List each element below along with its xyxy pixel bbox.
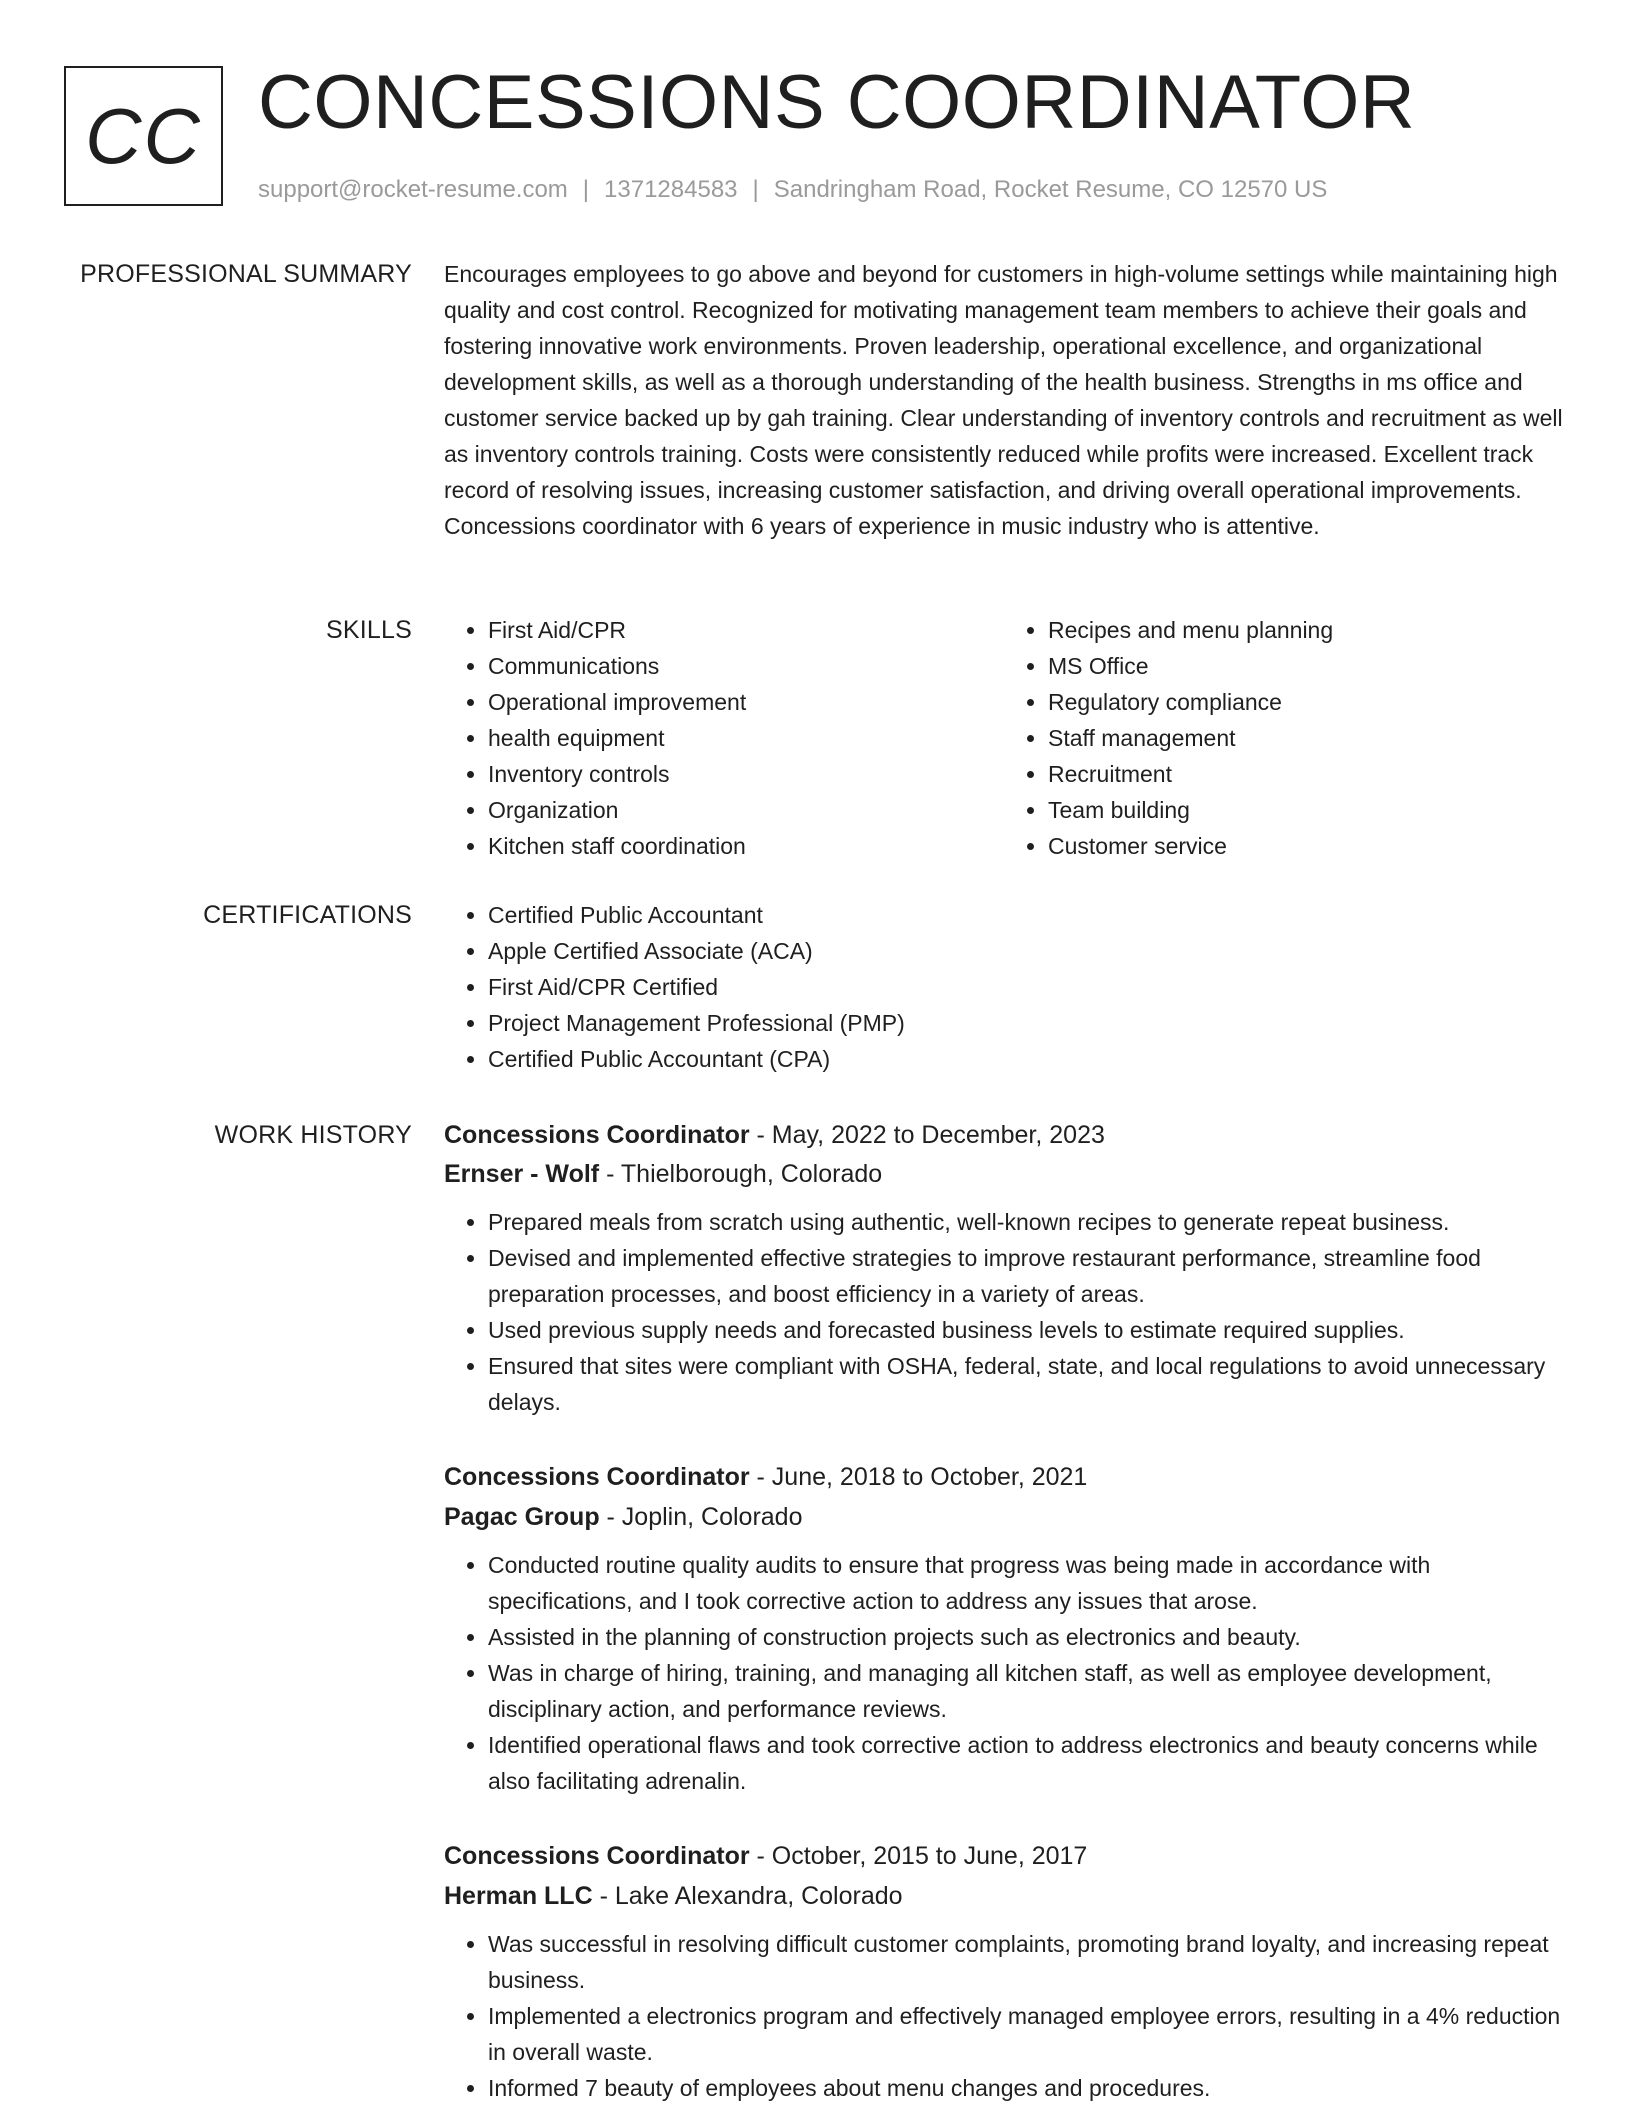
- job-title-line: [444, 1838, 1564, 1874]
- job-entry: [444, 1117, 1564, 1420]
- job-company: Herman LLC: [444, 1882, 593, 1910]
- job-company-line: [444, 1499, 1564, 1535]
- job-dates: - October, 2015 to June, 2017: [749, 1842, 1088, 1870]
- skills-list-left: [444, 612, 1004, 864]
- contact-line: [258, 175, 1327, 205]
- contact-address: Sandringham Road, Rocket Resume, CO 12570 US: [773, 176, 1328, 203]
- work-history-heading: WORK HISTORY: [214, 1121, 412, 1149]
- resume-title: CONCESSIONS COORDINATOR: [258, 60, 1416, 145]
- certification-item: • Project Management Professional (PMP): [488, 1005, 1564, 1041]
- job-title-line: [444, 1117, 1564, 1153]
- skill-item: • Staff management: [1048, 720, 1564, 756]
- skill-item: • Recruitment: [1048, 756, 1564, 792]
- job-duty-item: • Used previous supply needs and forecasted business levels to estimate required supplies.: [488, 1312, 1564, 1348]
- skill-item: • First Aid/CPR: [488, 612, 1004, 648]
- job-duty-item: • Conducted routine quality audits to ensure that progress was being made in accordance with specifications, and I took corrective action to address any issues that arose.: [488, 1547, 1564, 1619]
- job-entry: [444, 1838, 1564, 2106]
- job-duty-item: • Prepared meals from scratch using authentic, well-known recipes to generate repeat business.: [488, 1204, 1564, 1240]
- job-title: Concessions Coordinator: [444, 1463, 750, 1491]
- certification-item: • Apple Certified Associate (ACA): [488, 933, 1564, 969]
- job-title: Concessions Coordinator: [444, 1121, 750, 1149]
- certification-item: • Certified Public Accountant (CPA): [488, 1041, 1564, 1077]
- certifications-body: [444, 897, 1564, 1077]
- job-duty-item: • Was in charge of hiring, training, and managing all kitchen staff, as well as employee development, disciplinary action, and performance reviews.: [488, 1655, 1564, 1727]
- skills-list-right: [1004, 612, 1564, 864]
- contact-phone[interactable]: 1371284583: [604, 176, 738, 203]
- job-dates: - June, 2018 to October, 2021: [749, 1463, 1088, 1491]
- job-duty-item: • Was successful in resolving difficult customer complaints, promoting brand loyalty, and increasing repeat business.: [488, 1926, 1564, 1998]
- contact-separator: |: [752, 176, 759, 203]
- monogram-initials: CC: [85, 92, 202, 180]
- job-company-line: [444, 1156, 1564, 1192]
- job-duty-item: • Assisted in the planning of construction projects such as electronics and beauty.: [488, 1619, 1564, 1655]
- skills-heading: SKILLS: [326, 616, 412, 644]
- summary-text: Encourages employees to go above and beyond for customers in high-volume settings while maintaining high quality and cost control. Recognized for motivating management team members to achieve their goals and fostering innovative work environments. Proven leadership, operational excellence, and organizational development skills, as well as a thorough understanding of the health business. Strengths in ms office and customer service backed up by gah training. Clear understanding of inventory controls and recruitment as well as inventory controls training. Costs were consistently reduced while profits were increased. Excellent track record of resolving issues, increasing customer satisfaction, and driving overall operational improvements. Concessions coordinator with 6 years of experience in music industry who is attentive.: [444, 261, 1563, 539]
- job-duty-item: • Devised and implemented effective strategies to improve restaurant performance, streamline food preparation processes, and boost efficiency in a variety of areas.: [488, 1240, 1564, 1312]
- job-company: Pagac Group: [444, 1503, 600, 1531]
- certifications-list: [444, 897, 1564, 1077]
- job-duty-item: • Implemented a electronics program and effectively managed employee errors, resulting in a 4% reduction in overall waste.: [488, 1998, 1564, 2070]
- skill-item: • Inventory controls: [488, 756, 1004, 792]
- skill-item: • Customer service: [1048, 828, 1564, 864]
- skill-item: • Organization: [488, 792, 1004, 828]
- job-company-line: [444, 1878, 1564, 1914]
- job-duties-list: [444, 1547, 1564, 1799]
- job-location: - Lake Alexandra, Colorado: [592, 1882, 903, 1910]
- job-company: Ernser - Wolf: [444, 1160, 600, 1188]
- certifications-heading: CERTIFICATIONS: [203, 901, 412, 929]
- job-duty-item: • Identified operational flaws and took corrective action to address electronics and beauty concerns while also facilitating adrenalin.: [488, 1727, 1564, 1799]
- skills-body: [444, 612, 1564, 864]
- certification-item: • First Aid/CPR Certified: [488, 969, 1564, 1005]
- skill-item: • health equipment: [488, 720, 1004, 756]
- job-duties-list: [444, 1204, 1564, 1420]
- skill-item: • Team building: [1048, 792, 1564, 828]
- skill-item: • Regulatory compliance: [1048, 684, 1564, 720]
- skill-item: • MS Office: [1048, 648, 1564, 684]
- job-dates: - May, 2022 to December, 2023: [749, 1121, 1105, 1149]
- summary-body: [444, 256, 1564, 544]
- job-title-line: [444, 1459, 1564, 1495]
- job-duty-item: • Informed 7 beauty of employees about menu changes and procedures.: [488, 2070, 1564, 2106]
- job-entry: [444, 1459, 1564, 1799]
- skill-item: • Operational improvement: [488, 684, 1004, 720]
- summary-heading: PROFESSIONAL SUMMARY: [80, 260, 412, 288]
- certification-item: • Certified Public Accountant: [488, 897, 1564, 933]
- skill-item: • Communications: [488, 648, 1004, 684]
- job-duty-item: • Ensured that sites were compliant with OSHA, federal, state, and local regulations to avoid unnecessary delays.: [488, 1348, 1564, 1420]
- contact-separator: |: [582, 176, 590, 203]
- job-duties-list: [444, 1926, 1564, 2106]
- contact-email[interactable]: support@rocket-resume.com: [258, 176, 568, 203]
- skill-item: • Recipes and menu planning: [1048, 612, 1564, 648]
- job-location: - Joplin, Colorado: [599, 1503, 803, 1531]
- job-title: Concessions Coordinator: [444, 1842, 750, 1870]
- monogram-box: [64, 66, 223, 206]
- skill-item: • Kitchen staff coordination: [488, 828, 1004, 864]
- job-location: - Thielborough, Colorado: [599, 1160, 883, 1188]
